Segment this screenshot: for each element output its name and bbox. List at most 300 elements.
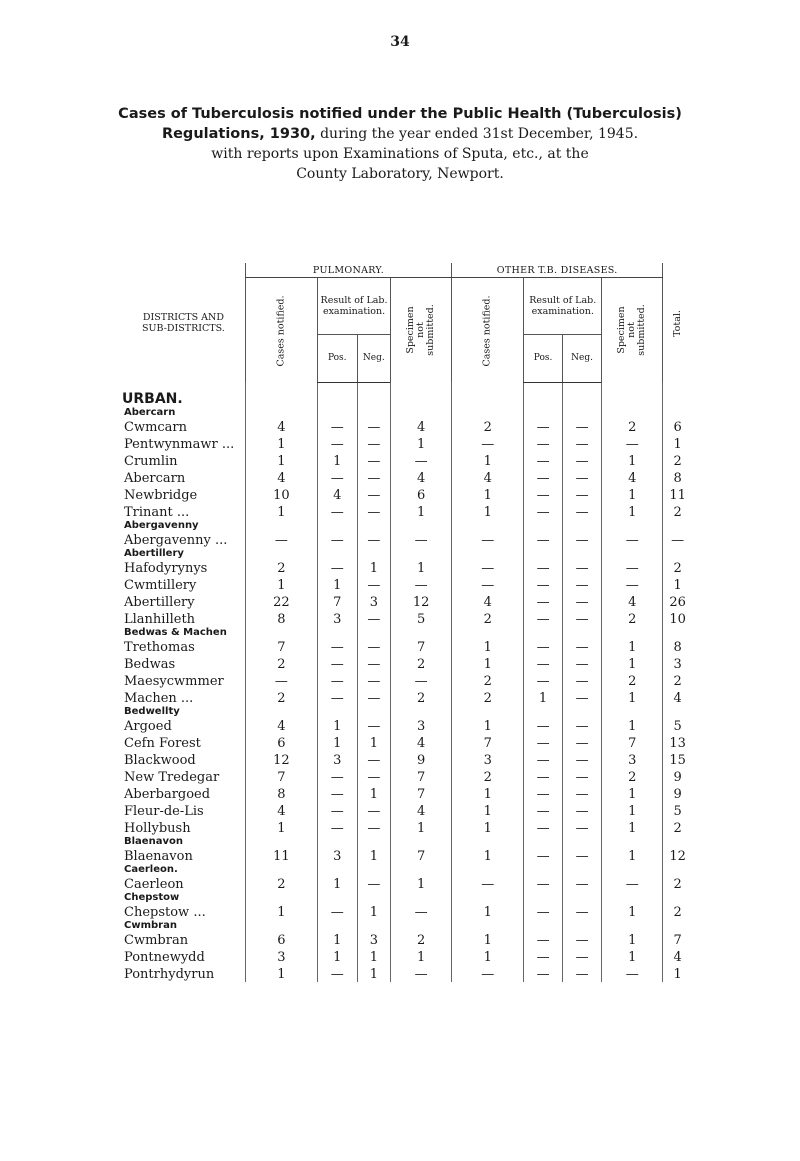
cell-pulmonary-neg: — [357,819,391,836]
cell-pulmonary-cases: 1 [245,903,317,920]
sub-district-name: Bedwas [124,656,176,672]
table-row [122,576,692,593]
cell-other-cases: 1 [452,503,524,520]
cell-other-cases: — [452,875,524,892]
sub-district-name: Hollybush [124,820,191,836]
cell-total: 9 [663,768,692,785]
cell-pulmonary-neg: — [357,672,391,689]
table-row [122,672,692,689]
cell-other-specimen: — [602,559,663,576]
cell-other-cases: 2 [452,689,524,706]
district-group-label: Cwmbran [124,919,177,931]
cell-other-pos: — [524,593,563,610]
cell-pulmonary-neg: — [357,610,391,627]
header-pulmonary-result-lab: Result of Lab. examination. [317,278,390,335]
cell-pulmonary-cases: 4 [245,418,317,435]
cell-total: 8 [663,469,692,486]
cell-pulmonary-cases: 10 [245,486,317,503]
cell-other-neg: — [562,903,601,920]
cell-pulmonary-pos: 1 [317,717,357,734]
cell-total: 2 [663,903,692,920]
cell-pulmonary-neg: 1 [357,903,391,920]
sub-district-name: Newbridge [124,487,198,503]
header-other-tb: OTHER T.B. DISEASES. [452,263,663,278]
cell-other-cases: 1 [452,802,524,819]
cell-pulmonary-cases: 1 [245,819,317,836]
cell-other-pos: — [524,486,563,503]
cell-other-pos: — [524,452,563,469]
cell-other-neg: — [562,847,601,864]
cell-other-cases: 4 [452,593,524,610]
header-districts: DISTRICTS AND SUB-DISTRICTS. [142,311,225,334]
cell-pulmonary-neg: 1 [357,948,391,965]
cell-other-pos: — [524,672,563,689]
cell-other-cases: 1 [452,847,524,864]
sub-district-name: Caerleon [124,876,184,892]
cell-other-cases: 2 [452,610,524,627]
cell-other-specimen: 4 [602,593,663,610]
cell-other-neg: — [562,672,601,689]
cell-other-specimen: 2 [602,768,663,785]
cell-pulmonary-specimen: 2 [391,689,452,706]
table-body [122,382,692,982]
cell-pulmonary-neg: — [357,486,391,503]
cell-other-specimen: — [602,576,663,593]
cell-other-cases: 7 [452,734,524,751]
cell-pulmonary-specimen: — [391,531,452,548]
sub-district-name: Argoed [124,718,172,734]
cell-pulmonary-pos: — [317,655,357,672]
cell-other-specimen: 3 [602,751,663,768]
cell-pulmonary-pos: — [317,903,357,920]
cell-pulmonary-cases: — [245,531,317,548]
sub-district-name: Pentwynmawr ... [124,436,235,452]
sub-district-name: Trinant ... [124,504,190,520]
cell-pulmonary-specimen: — [391,672,452,689]
cell-other-neg: — [562,717,601,734]
cell-pulmonary-cases: 3 [245,948,317,965]
cell-total: 5 [663,802,692,819]
cell-pulmonary-cases: 1 [245,435,317,452]
cell-pulmonary-specimen: 12 [391,593,452,610]
cell-other-pos: — [524,531,563,548]
cell-other-neg: — [562,531,601,548]
cell-other-cases: 1 [452,655,524,672]
cell-other-cases: 2 [452,672,524,689]
cell-pulmonary-pos: 4 [317,486,357,503]
document-heading [0,104,800,184]
cell-total: 2 [663,452,692,469]
cell-total: 4 [663,689,692,706]
table-row [122,452,692,469]
cell-other-specimen: — [602,875,663,892]
cell-pulmonary-pos: — [317,802,357,819]
cell-other-neg: — [562,948,601,965]
cell-other-neg: — [562,486,601,503]
cell-total: 2 [663,503,692,520]
cell-other-pos: — [524,931,563,948]
cell-pulmonary-neg: — [357,638,391,655]
table-row [122,638,692,655]
cell-other-pos: — [524,559,563,576]
cell-total: 3 [663,655,692,672]
cell-other-pos: — [524,503,563,520]
header-other-specimen: Specimen not submitted. [602,278,663,383]
cell-other-cases: 1 [452,819,524,836]
table-row [122,785,692,802]
cell-pulmonary-pos: — [317,768,357,785]
cell-other-neg: — [562,638,601,655]
cell-pulmonary-cases: 2 [245,689,317,706]
table-row [122,751,692,768]
cell-pulmonary-neg: — [357,469,391,486]
table-row [122,689,692,706]
cell-pulmonary-neg: 3 [357,931,391,948]
cell-other-specimen: 2 [602,610,663,627]
cell-other-neg: — [562,768,601,785]
table-row [122,469,692,486]
cell-other-pos: — [524,435,563,452]
cell-total: 2 [663,672,692,689]
cell-other-cases: — [452,965,524,982]
cell-other-specimen: — [602,965,663,982]
cell-pulmonary-cases: 6 [245,734,317,751]
cell-pulmonary-neg: 1 [357,734,391,751]
cell-pulmonary-pos: 1 [317,875,357,892]
cell-other-specimen: 1 [602,819,663,836]
cell-other-specimen: 1 [602,452,663,469]
page-number: 34 [390,34,410,50]
cell-other-cases: 1 [452,903,524,920]
cell-pulmonary-cases: 12 [245,751,317,768]
cell-other-neg: — [562,576,601,593]
cell-other-specimen: 1 [602,503,663,520]
cell-pulmonary-cases: 22 [245,593,317,610]
cell-other-neg: — [562,610,601,627]
cell-total: 15 [663,751,692,768]
cell-pulmonary-cases: 1 [245,503,317,520]
sub-district-name: Blackwood [124,752,196,768]
title-line-3: with reports upon Examinations of Sputa, etc., at the [211,146,589,162]
table-row [122,768,692,785]
cell-pulmonary-cases: 1 [245,965,317,982]
cell-pulmonary-specimen: 7 [391,768,452,785]
table-row [122,734,692,751]
cell-pulmonary-neg: — [357,531,391,548]
title-line-2 [0,124,800,144]
cell-pulmonary-cases: 6 [245,931,317,948]
district-group-label: Bedwellty [124,705,180,717]
cell-pulmonary-pos: — [317,418,357,435]
cell-other-specimen: 7 [602,734,663,751]
cell-total: 26 [663,593,692,610]
cell-pulmonary-pos: 1 [317,948,357,965]
cell-other-neg: — [562,689,601,706]
cell-pulmonary-neg: 1 [357,785,391,802]
cell-pulmonary-neg: — [357,768,391,785]
cell-pulmonary-specimen: 6 [391,486,452,503]
district-group-label: Abertillery [124,547,184,559]
cell-other-cases: 1 [452,452,524,469]
cell-other-specimen: 1 [602,655,663,672]
cell-other-specimen: 1 [602,948,663,965]
sub-district-name: Machen ... [124,690,194,706]
cell-other-specimen: — [602,435,663,452]
cell-pulmonary-neg: — [357,751,391,768]
table-row [122,965,692,982]
sub-district-name: New Tredegar [124,769,220,785]
cell-pulmonary-neg: — [357,576,391,593]
cell-pulmonary-pos: — [317,435,357,452]
cell-pulmonary-pos: 3 [317,751,357,768]
cell-other-pos: 1 [524,689,563,706]
cell-other-specimen: 1 [602,486,663,503]
cell-other-pos: — [524,847,563,864]
cell-other-neg: — [562,469,601,486]
sub-district-name: Abertillery [124,594,195,610]
district-group-row [122,520,692,531]
cell-pulmonary-pos: 1 [317,734,357,751]
district-group-row [122,706,692,717]
table-row [122,435,692,452]
table-row [122,486,692,503]
header-pulmonary-neg: Neg. [357,334,391,382]
header-pulmonary-specimen: Specimen not submitted. [391,278,452,383]
cell-other-neg: — [562,418,601,435]
cell-pulmonary-pos: — [317,503,357,520]
cell-total: 6 [663,418,692,435]
cell-total: — [663,531,692,548]
cell-pulmonary-pos: — [317,638,357,655]
cell-pulmonary-pos: 1 [317,452,357,469]
cell-other-pos: — [524,768,563,785]
cell-pulmonary-specimen: 1 [391,435,452,452]
header-other-result-lab: Result of Lab. examination. [524,278,602,335]
sub-district-name: Llanhilleth [124,611,196,627]
cell-pulmonary-neg: — [357,655,391,672]
cell-other-neg: — [562,593,601,610]
cell-pulmonary-neg: — [357,452,391,469]
table-row [122,531,692,548]
sub-district-name: Pontrhydyrun [124,966,215,982]
cell-other-specimen: 4 [602,469,663,486]
cell-pulmonary-neg: 1 [357,559,391,576]
cell-pulmonary-pos: 1 [317,576,357,593]
cell-pulmonary-cases: 4 [245,469,317,486]
sub-district-name: Fleur-de-Lis [124,803,204,819]
cell-pulmonary-specimen: 1 [391,559,452,576]
district-group-row [122,548,692,559]
cell-pulmonary-specimen: 7 [391,785,452,802]
cell-pulmonary-neg: — [357,503,391,520]
cell-total: 5 [663,717,692,734]
cell-other-neg: — [562,785,601,802]
sub-district-name: Cwmbran [124,932,189,948]
cell-pulmonary-pos: 1 [317,931,357,948]
cell-other-pos: — [524,610,563,627]
cell-pulmonary-pos: — [317,689,357,706]
cell-pulmonary-specimen: 2 [391,931,452,948]
cell-other-pos: — [524,751,563,768]
cell-pulmonary-pos: 3 [317,847,357,864]
cell-other-cases: 1 [452,785,524,802]
cell-pulmonary-specimen: 3 [391,717,452,734]
cell-pulmonary-neg: 3 [357,593,391,610]
cell-total: 10 [663,610,692,627]
title-line-1: Cases of Tuberculosis notified under the Public Health (Tuberculosis) [118,106,682,122]
district-group-label: Bedwas & Machen [124,626,227,638]
cell-pulmonary-pos: — [317,965,357,982]
sub-district-name: Pontnewydd [124,949,205,965]
cell-other-neg: — [562,655,601,672]
cell-pulmonary-pos: — [317,785,357,802]
title-line-4: County Laboratory, Newport. [296,166,504,182]
cell-total: 7 [663,931,692,948]
cell-other-pos: — [524,903,563,920]
district-group-label: Blaenavon [124,835,183,847]
cell-pulmonary-cases: 2 [245,559,317,576]
cell-pulmonary-cases: 11 [245,847,317,864]
cell-other-neg: — [562,559,601,576]
sub-district-name: Crumlin [124,453,178,469]
cell-other-neg: — [562,503,601,520]
sub-district-name: Abergavenny ... [124,532,228,548]
cell-other-neg: — [562,435,601,452]
cell-other-pos: — [524,819,563,836]
sub-district-name: Abercarn [124,470,186,486]
cell-total: 12 [663,847,692,864]
cell-other-neg: — [562,734,601,751]
cell-pulmonary-specimen: 4 [391,734,452,751]
table-row [122,610,692,627]
district-group-label: Chepstow [124,891,180,903]
sub-district-name: Aberbargoed [124,786,211,802]
cell-pulmonary-cases: — [245,672,317,689]
table-row [122,948,692,965]
header-other-neg: Neg. [562,334,601,382]
cell-pulmonary-cases: 7 [245,638,317,655]
cell-other-cases: 2 [452,768,524,785]
cell-pulmonary-cases: 4 [245,802,317,819]
cell-other-pos: — [524,576,563,593]
sub-district-name: Trethomas [124,639,195,655]
cell-other-cases: 1 [452,948,524,965]
section-label: URBAN. [122,390,183,407]
cell-other-neg: — [562,751,601,768]
cell-pulmonary-specimen: — [391,452,452,469]
district-group-label: Abergavenny [124,519,199,531]
district-group-row [122,864,692,875]
cell-other-neg: — [562,819,601,836]
table-row [122,931,692,948]
cell-total: 8 [663,638,692,655]
cell-other-specimen: 1 [602,638,663,655]
cell-other-specimen: 1 [602,802,663,819]
cell-other-cases: 1 [452,931,524,948]
table-row [122,593,692,610]
cell-pulmonary-specimen: 1 [391,875,452,892]
cell-pulmonary-specimen: — [391,965,452,982]
table-row [122,802,692,819]
cell-pulmonary-specimen: 4 [391,802,452,819]
cell-total: 1 [663,576,692,593]
table-row [122,903,692,920]
cell-pulmonary-pos: — [317,559,357,576]
cell-other-cases: 1 [452,717,524,734]
section-row [122,382,692,407]
cell-other-pos: — [524,717,563,734]
cell-total: 1 [663,965,692,982]
sub-district-name: Hafodyrynys [124,560,208,576]
cell-pulmonary-specimen: 7 [391,847,452,864]
sub-district-name: Maesycwmmer [124,673,224,689]
cell-pulmonary-pos: — [317,819,357,836]
header-other-cases-notified: Cases notified. [452,278,524,383]
cell-other-pos: — [524,655,563,672]
header-pulmonary: PULMONARY. [245,263,451,278]
cell-pulmonary-neg: 1 [357,965,391,982]
cell-other-pos: — [524,734,563,751]
cell-other-neg: — [562,965,601,982]
cell-pulmonary-neg: — [357,418,391,435]
cell-other-pos: — [524,948,563,965]
district-group-row [122,627,692,638]
cell-other-specimen: — [602,531,663,548]
cell-pulmonary-pos: 7 [317,593,357,610]
cell-pulmonary-cases: 1 [245,452,317,469]
cell-other-cases: — [452,559,524,576]
cell-other-specimen: 2 [602,418,663,435]
cell-pulmonary-specimen: — [391,903,452,920]
title-line-2-rest: during the year ended 31st December, 1945. [315,126,639,142]
cell-other-cases: — [452,435,524,452]
cell-other-pos: — [524,418,563,435]
cell-other-specimen: 1 [602,785,663,802]
header-pulmonary-cases-notified: Cases notified. [245,278,317,383]
cell-pulmonary-neg: — [357,717,391,734]
cell-pulmonary-cases: 2 [245,875,317,892]
district-group-row [122,836,692,847]
cell-other-pos: — [524,785,563,802]
district-group-label: Abercarn [124,406,176,418]
cell-other-pos: — [524,875,563,892]
cell-pulmonary-specimen: 2 [391,655,452,672]
cell-total: 13 [663,734,692,751]
cell-total: 4 [663,948,692,965]
table-row [122,503,692,520]
cell-pulmonary-specimen: 7 [391,638,452,655]
district-group-label: Caerleon. [124,863,178,875]
district-group-row [122,407,692,418]
cell-pulmonary-specimen: 1 [391,819,452,836]
cell-pulmonary-pos: — [317,469,357,486]
cell-pulmonary-specimen: 4 [391,469,452,486]
cell-pulmonary-cases: 1 [245,576,317,593]
cell-total: 2 [663,819,692,836]
cell-pulmonary-neg: — [357,875,391,892]
table-row [122,717,692,734]
cell-pulmonary-cases: 2 [245,655,317,672]
cell-other-specimen: 1 [602,847,663,864]
cell-other-pos: — [524,802,563,819]
title-line-2-bold: Regulations, 1930, [161,126,316,142]
cell-other-cases: — [452,531,524,548]
cell-pulmonary-specimen: 9 [391,751,452,768]
cell-pulmonary-pos: — [317,531,357,548]
cell-total: 2 [663,559,692,576]
cell-other-cases: 3 [452,751,524,768]
table-row [122,875,692,892]
